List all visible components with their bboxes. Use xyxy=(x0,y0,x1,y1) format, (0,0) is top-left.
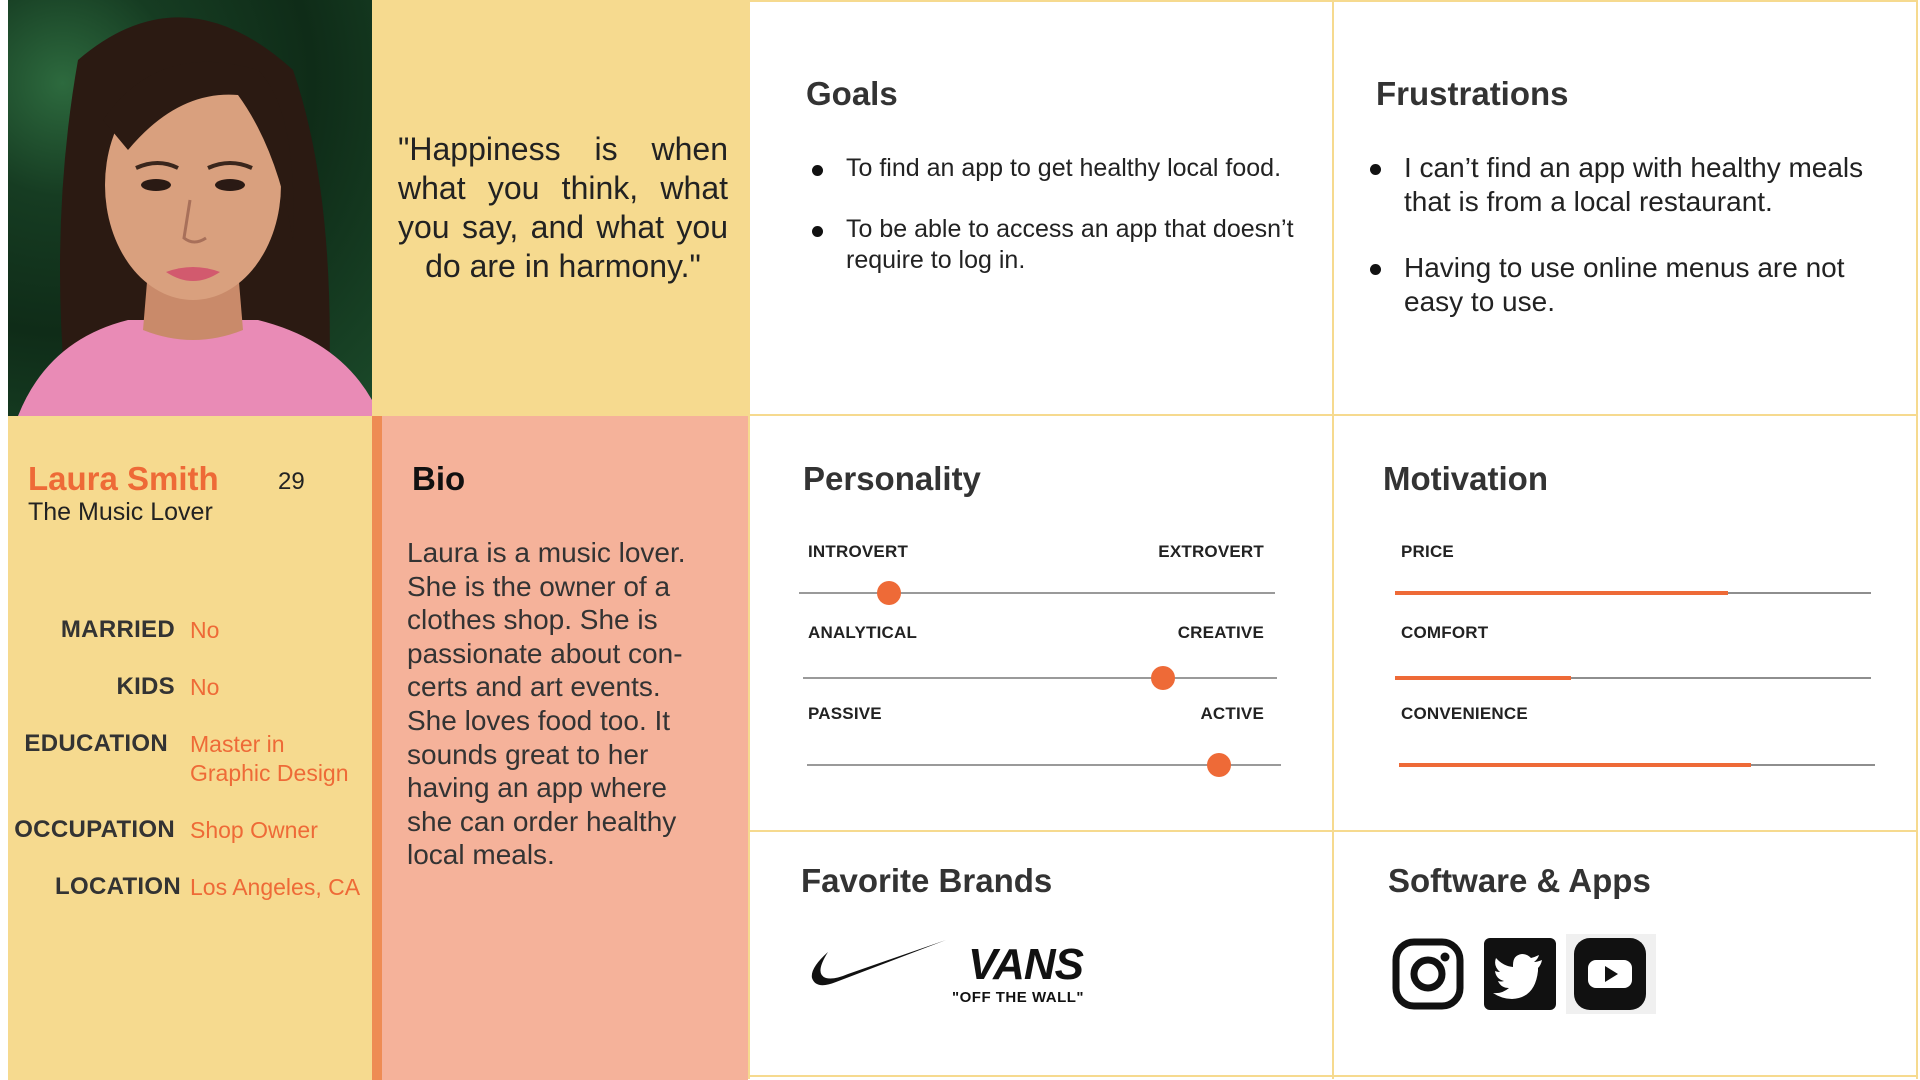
bio-accent-stripe xyxy=(372,416,382,1080)
fact-label-education: EDUCATION xyxy=(24,730,168,757)
persona-age: 29 xyxy=(278,468,305,495)
persona-quote: "Happiness is when what you think, what you say, and what you do are in harmony." xyxy=(398,131,728,284)
grid-divider xyxy=(1916,0,1918,1079)
scale-knob xyxy=(877,581,901,605)
instagram-icon[interactable] xyxy=(1392,938,1464,1010)
motivation-fill xyxy=(1395,591,1728,595)
bio-text: Laura is a music lover. She is the owner of a clothes shop. She is passionate about con-certs and art events. She loves food too. It sounds great to her having an app where she can order healthy local meals. xyxy=(407,537,686,871)
motivation-bar-convenience xyxy=(1399,764,1875,766)
scale-left-label: ANALYTICAL xyxy=(808,623,918,642)
vans-tagline: "OFF THE WALL" xyxy=(952,989,1085,1006)
motivation-fill xyxy=(1399,763,1751,767)
scale-right-label: ACTIVE xyxy=(1200,704,1264,723)
fact-label-location: LOCATION xyxy=(55,873,181,900)
personality-scale-introvert-extrovert xyxy=(799,592,1275,594)
list-item: To be able to access an app that doesn’t require to log in. xyxy=(808,214,1328,276)
vans-wordmark: VANS xyxy=(968,940,1083,989)
fact-value-location: Los Angeles, CA xyxy=(190,874,361,900)
personality-title: Personality xyxy=(803,460,981,497)
grid-divider xyxy=(748,1075,1918,1077)
goals-list xyxy=(808,153,1328,306)
scale-right-label: EXTROVERT xyxy=(1158,542,1264,561)
twitter-icon[interactable] xyxy=(1484,938,1556,1010)
persona-photo xyxy=(8,0,372,416)
scale-knob xyxy=(1151,666,1175,690)
list-item: I can’t find an app with healthy meals that is from a local restaurant. xyxy=(1366,151,1894,219)
grid-divider xyxy=(748,830,1918,832)
motivation-fill xyxy=(1395,676,1571,680)
youtube-icon[interactable] xyxy=(1574,938,1646,1010)
personality-scale-passive-active xyxy=(807,764,1281,766)
motivation-bar-price xyxy=(1395,592,1871,594)
motivation-label-comfort: COMFORT xyxy=(1401,623,1489,642)
fact-value-married: No xyxy=(190,617,220,643)
brands-title: Favorite Brands xyxy=(801,862,1053,899)
scale-left-label: PASSIVE xyxy=(808,704,882,723)
motivation-label-convenience: CONVENIENCE xyxy=(1401,704,1528,723)
goals-title: Goals xyxy=(806,75,898,112)
personality-scale-analytical-creative xyxy=(803,677,1277,679)
fact-label-kids: KIDS xyxy=(116,673,175,700)
fact-value-occupation: Shop Owner xyxy=(190,817,318,843)
grid-divider xyxy=(748,414,1918,416)
grid-divider xyxy=(1332,0,1334,1079)
fact-label-occupation: OCCUPATION xyxy=(14,816,175,843)
bio-title: Bio xyxy=(412,460,466,497)
list-item: Having to use online menus are not easy to use. xyxy=(1366,251,1894,319)
persona-subtitle: The Music Lover xyxy=(28,498,213,526)
fact-value-kids: No xyxy=(190,674,220,700)
grid-divider xyxy=(748,0,750,1079)
motivation-label-price: PRICE xyxy=(1401,542,1454,561)
motivation-bar-comfort xyxy=(1395,677,1871,679)
scale-left-label: INTROVERT xyxy=(808,542,909,561)
scale-right-label: CREATIVE xyxy=(1177,623,1264,642)
scale-knob xyxy=(1207,753,1231,777)
frustrations-title: Frustrations xyxy=(1376,75,1569,112)
frustrations-list xyxy=(1366,151,1894,351)
nike-swoosh-logo xyxy=(808,938,948,999)
motivation-title: Motivation xyxy=(1383,460,1548,497)
fact-label-married: MARRIED xyxy=(60,616,175,643)
list-item: To find an app to get healthy local food. xyxy=(808,153,1328,184)
grid-divider xyxy=(748,0,1918,2)
persona-name: Laura Smith xyxy=(28,460,219,497)
fact-value-education-line2: Graphic Design xyxy=(190,760,349,786)
fact-value-education-line1: Master in xyxy=(190,731,285,757)
software-title: Software & Apps xyxy=(1388,862,1651,899)
